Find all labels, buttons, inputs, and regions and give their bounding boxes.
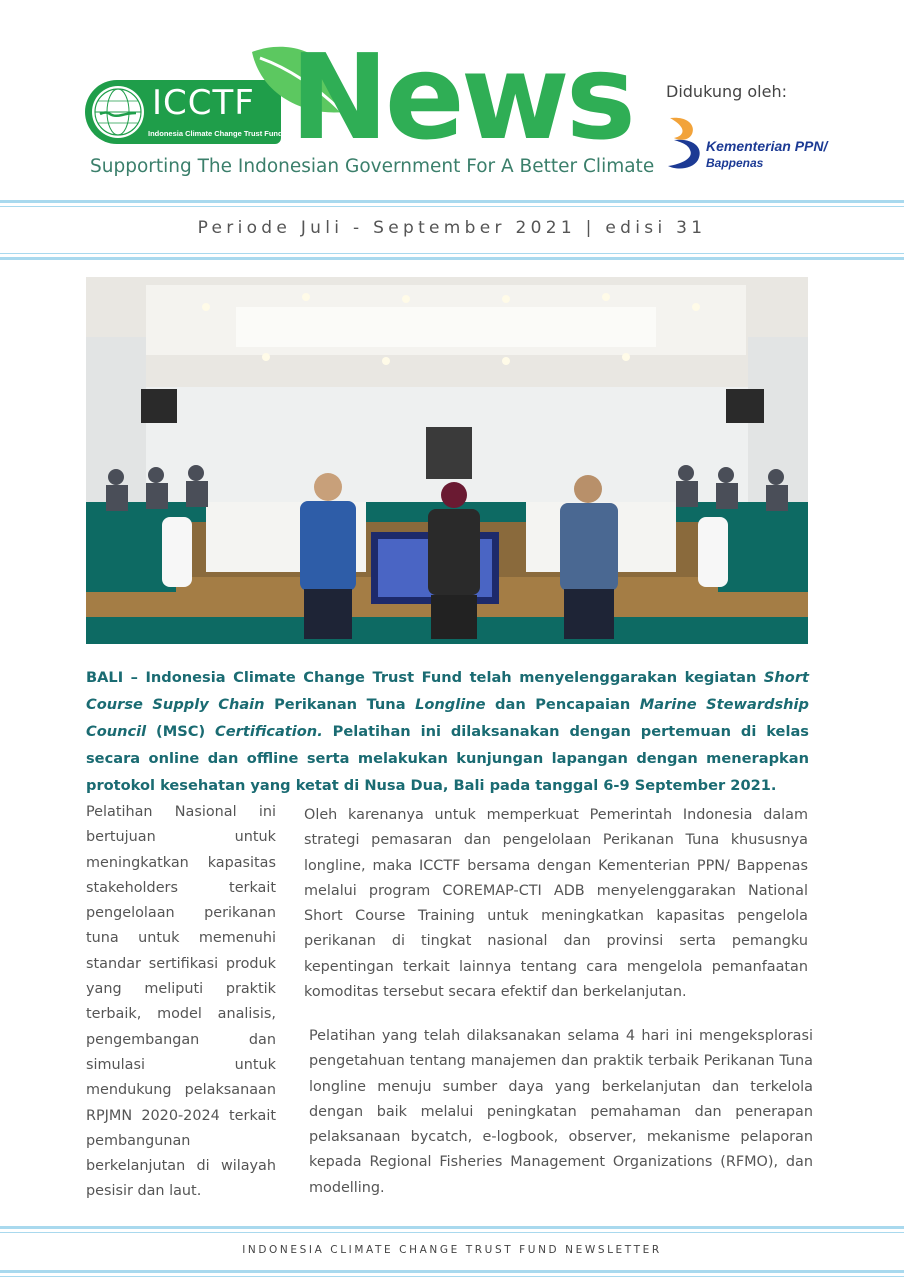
lead-paragraph bbox=[86, 664, 809, 799]
logo-title: ICCTF bbox=[152, 83, 255, 123]
globe-map-icon bbox=[90, 84, 146, 140]
issue-period: Periode Juli - September 2021 | edisi 31 bbox=[197, 218, 707, 238]
conference-room-photo bbox=[86, 277, 808, 644]
divider-footer-top-thin bbox=[0, 1232, 904, 1233]
body-paragraph-2: Pelatihan yang telah dilaksanakan selama 4 hari ini mengeksplorasi pengetahuan tentang manajemen dan praktik terbaik Perikanan Tuna longline menuju sumber daya yang berkelanjutan dan terkelola dengan baik melalui peningkatan pemahaman dan penerapan pelaksanaan bycatch, e-logbook, observer, mekanisme pelaporan kepada Regional Fisheries Management Organizations (RFMO), dan modelling. bbox=[309, 1028, 813, 1196]
lead-text: BALI – Indonesia Climate Change Trust Fund telah menyelenggarakan kegiatan bbox=[86, 669, 764, 686]
divider-mid-thin bbox=[0, 253, 904, 254]
lead-italic: Longline bbox=[415, 696, 486, 713]
divider-top-thin bbox=[0, 206, 904, 207]
footer-text: INDONESIA CLIMATE CHANGE TRUST FUND NEWSLETTER bbox=[242, 1244, 662, 1256]
lead-italic: Marine Stewardship Council bbox=[86, 696, 809, 740]
lead-italic: Short Course Supply Chain bbox=[86, 669, 809, 713]
divider-footer-bottom bbox=[0, 1270, 904, 1273]
divider-mid bbox=[0, 257, 904, 260]
lead-text: Pelatihan ini dilaksanakan dengan pertemuan di kelas secara online dan offline serta melakukan kunjungan lapangan dengan menerapkan protokol kesehatan yang ketat di Nusa Dua, Bali pada tanggal 6-9 September 2021. bbox=[86, 723, 809, 794]
bappenas-logo-icon bbox=[666, 114, 706, 172]
masthead-news: News bbox=[290, 28, 633, 166]
lead-text: Perikanan Tuna bbox=[264, 696, 416, 713]
divider-top bbox=[0, 200, 904, 203]
supporter-name-line2: Bappenas bbox=[706, 156, 764, 170]
event-photo bbox=[86, 277, 808, 644]
divider-footer-top bbox=[0, 1226, 904, 1229]
logo-subtitle: Indonesia Climate Change Trust Fund bbox=[148, 129, 283, 138]
lead-text: dan Pencapaian bbox=[485, 696, 640, 713]
lead-text: (MSC) bbox=[146, 723, 216, 740]
lead-italic: Certification. bbox=[215, 723, 323, 740]
supported-by-label: Didukung oleh: bbox=[666, 82, 787, 101]
divider-footer-bottom-thin bbox=[0, 1276, 904, 1277]
body-paragraph-1: Oleh karenanya untuk memperkuat Pemerintah Indonesia dalam strategi pemasaran dan pengelolaan Perikanan Tuna khususnya longline, maka ICCTF bersama dengan Kementerian PPN/ Bappenas melalui program COREMAP-CTI ADB menyelenggarakan National Short Course Training untuk meningkatkan kapasitas pengelola perikanan di tingkat nasional dan provinsi serta pemangku kepentingan terkait lainnya tentang cara mengelola pemanfaatan komoditas tersebut secara efektif dan berkelanjutan. bbox=[304, 807, 808, 1001]
left-column-text: Pelatihan Nasional ini bertujuan untuk meningkatkan kapasitas stakeholders terkait pengelolaan perikanan tuna untuk memenuhi standar sertifikasi produk yang meliputi praktik terbaik, model analisis, pengembangan dan simulasi untuk mendukung pelaksanaan RPJMN 2020-2024 terkait pembangunan berkelanjutan di wilayah pesisir dan laut. bbox=[86, 804, 276, 1200]
supporter-name-line1: Kementerian PPN/ bbox=[706, 138, 828, 154]
tagline: Supporting The Indonesian Government For A Better Climate bbox=[90, 156, 655, 177]
